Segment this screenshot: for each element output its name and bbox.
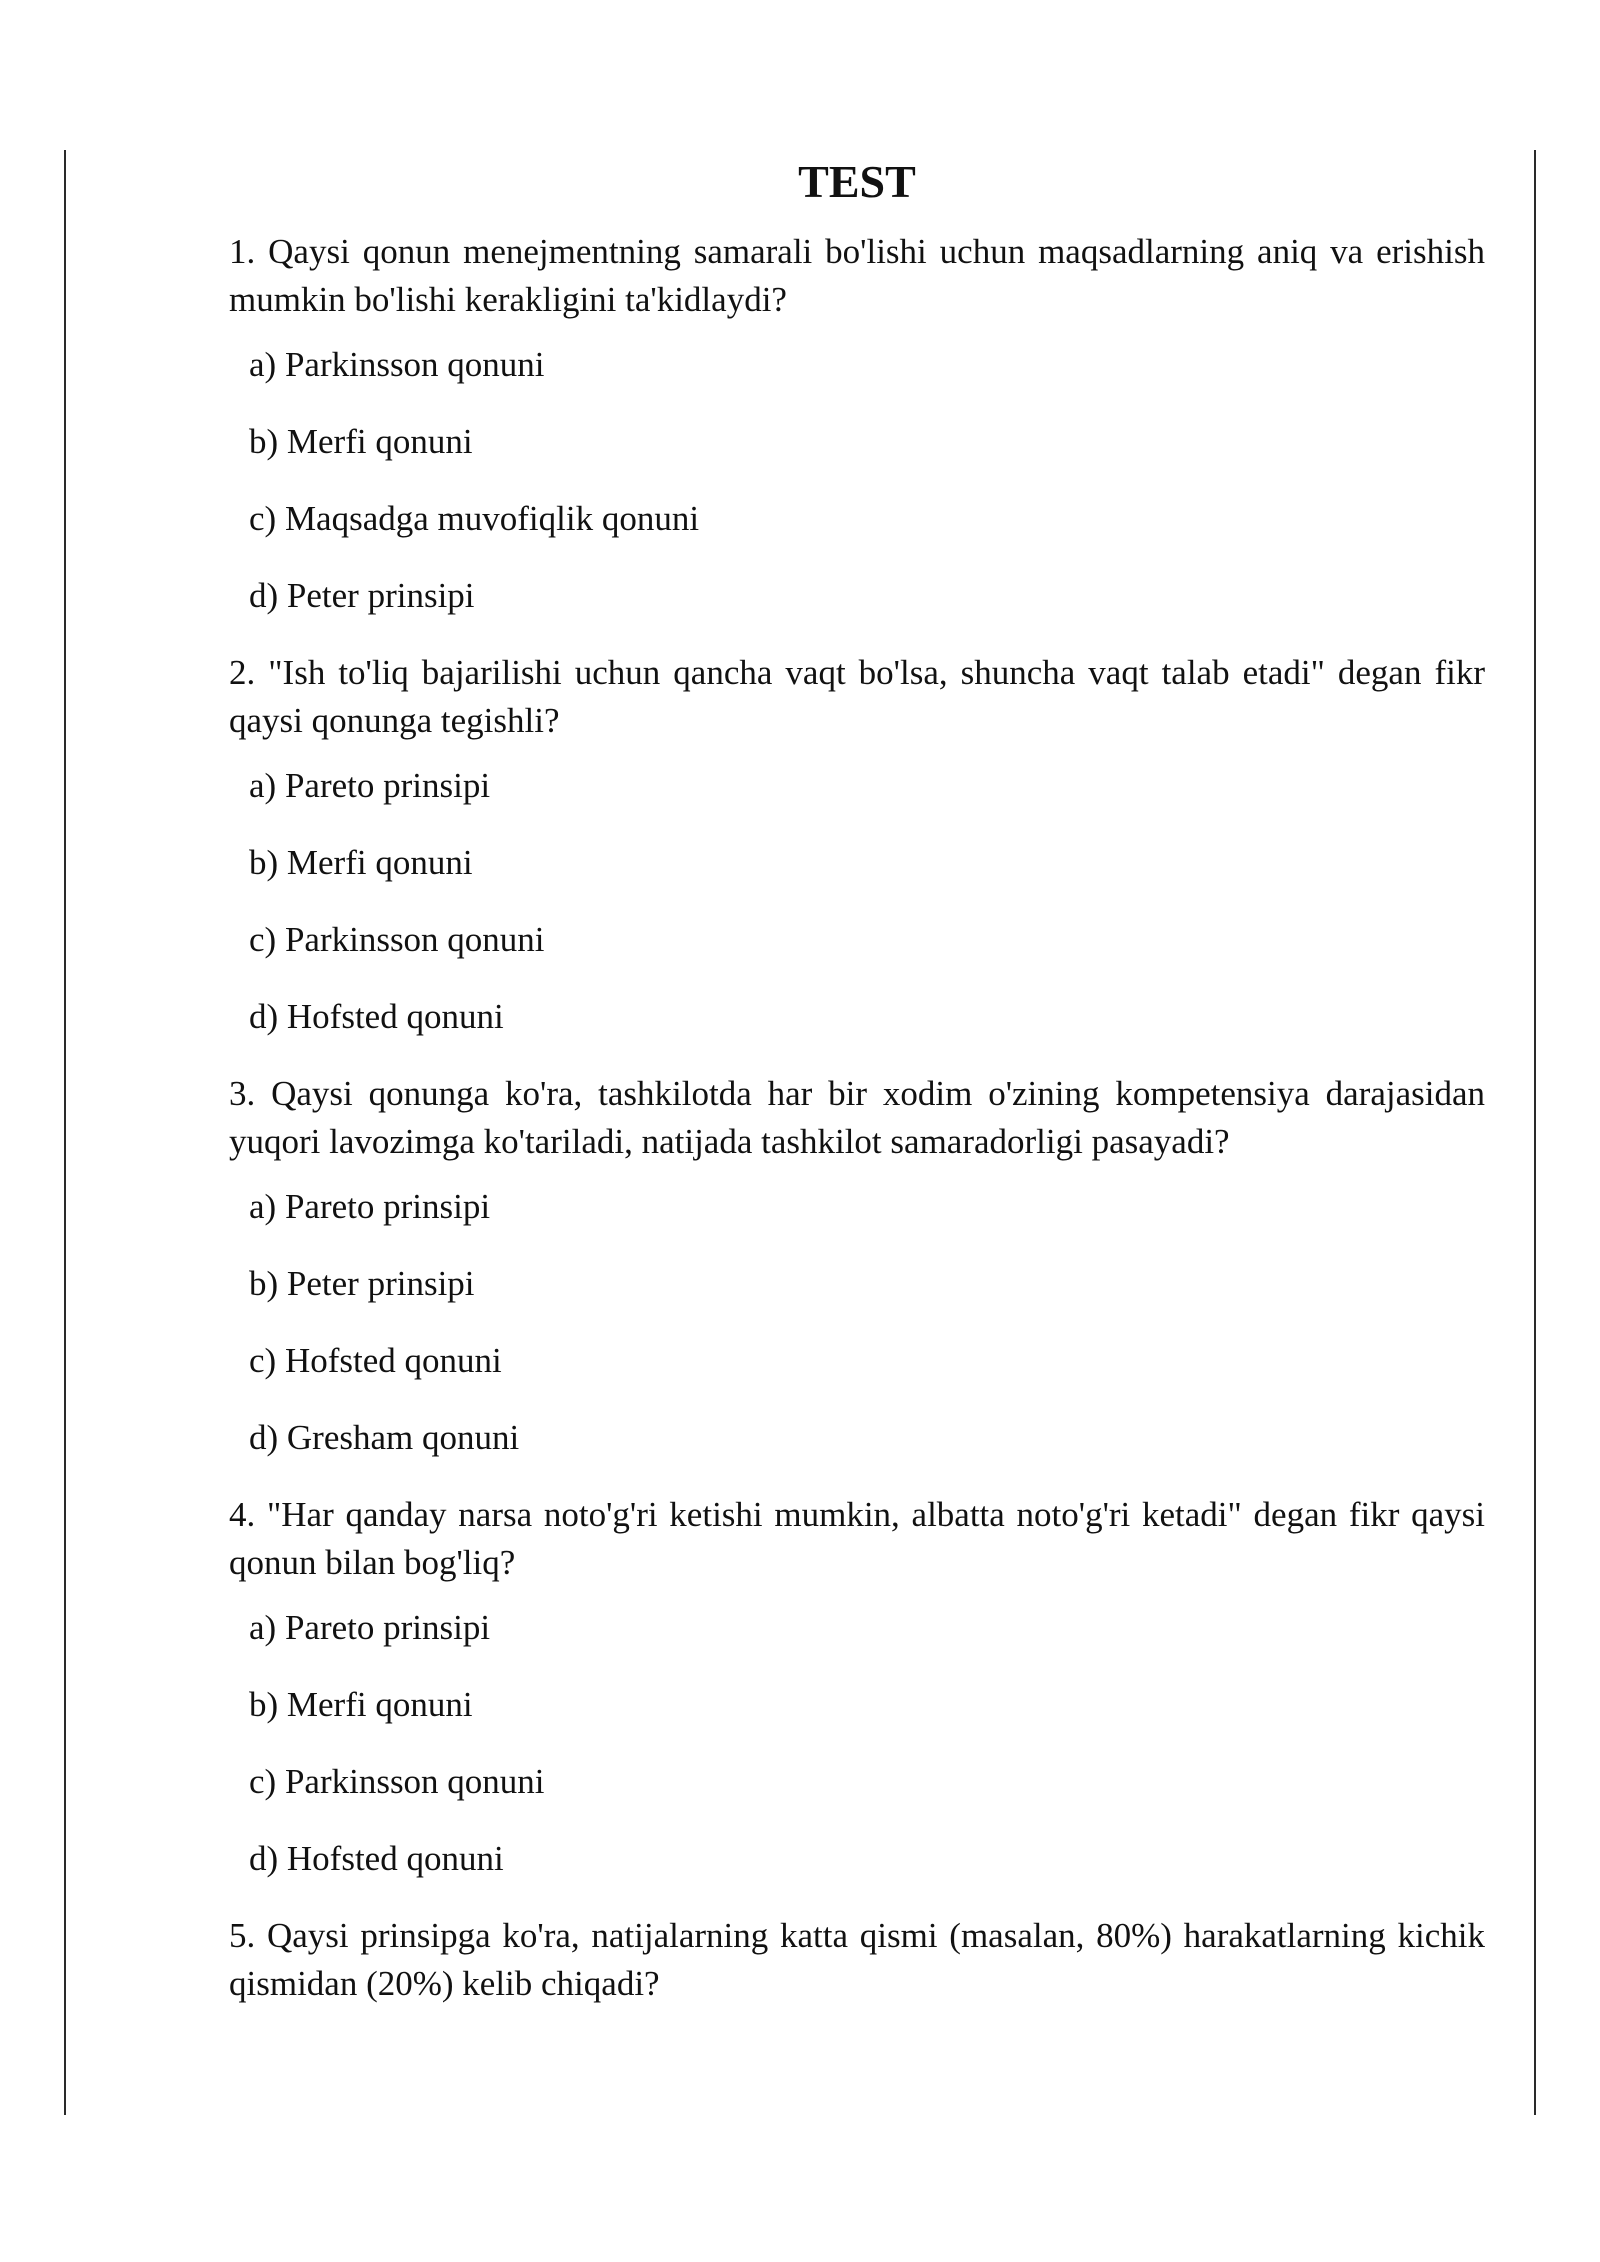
answer-option: b) Peter prinsipi xyxy=(249,1264,475,1303)
answer-option: b) Merfi qonuni xyxy=(249,1685,473,1724)
question-text: 4. "Har qanday narsa noto'g'ri ketishi mumkin, albatta noto'g'ri ketadi" degan fikr qaysi qonun bilan bog'liq? xyxy=(229,1495,1485,1582)
question-2 xyxy=(229,649,1485,1041)
answer-option: c) Hofsted qonuni xyxy=(249,1341,502,1380)
left-margin-rule xyxy=(64,150,66,2115)
answer-option: a) Parkinsson qonuni xyxy=(249,345,545,384)
question-text: 3. Qaysi qonunga ko'ra, tashkilotda har bir xodim o'zining kompetensiya darajasidan yuqori lavozimga ko'tariladi, natijada tashkilot samaradorligi pasayadi? xyxy=(229,1074,1485,1161)
page-content xyxy=(229,148,1485,2025)
question-text: 2. "Ish to'liq bajarilishi uchun qancha vaqt bo'lsa, shuncha vaqt talab etadi" degan fikr qaysi qonunga tegishli? xyxy=(229,653,1485,740)
right-margin-rule xyxy=(1534,150,1536,2115)
answer-option: d) Peter prinsipi xyxy=(249,576,475,615)
question-4 xyxy=(229,1491,1485,1883)
question-1 xyxy=(229,228,1485,620)
answer-option: b) Merfi qonuni xyxy=(249,843,473,882)
answer-option: d) Hofsted qonuni xyxy=(249,1839,504,1878)
question-text: 5. Qaysi prinsipga ko'ra, natijalarning katta qismi (masalan, 80%) harakatlarning kichik qismidan (20%) kelib chiqadi? xyxy=(229,1916,1485,2003)
question-text: 1. Qaysi qonun menejmentning samarali bo'lishi uchun maqsadlarning aniq va erishish mumkin bo'lishi kerakligini ta'kidlaydi? xyxy=(229,232,1485,319)
question-3 xyxy=(229,1070,1485,1462)
answer-option: a) Pareto prinsipi xyxy=(249,1608,491,1647)
answer-option: b) Merfi qonuni xyxy=(249,422,473,461)
answer-option: c) Parkinsson qonuni xyxy=(249,920,545,959)
answer-option: c) Maqsadga muvofiqlik qonuni xyxy=(249,499,700,538)
answer-option: c) Parkinsson qonuni xyxy=(249,1762,545,1801)
answer-option: d) Gresham qonuni xyxy=(249,1418,520,1457)
question-5 xyxy=(229,1912,1485,2008)
answer-option: a) Pareto prinsipi xyxy=(249,766,491,805)
answer-option: a) Pareto prinsipi xyxy=(249,1187,491,1226)
answer-option: d) Hofsted qonuni xyxy=(249,997,504,1036)
page-title: TEST xyxy=(798,156,916,207)
